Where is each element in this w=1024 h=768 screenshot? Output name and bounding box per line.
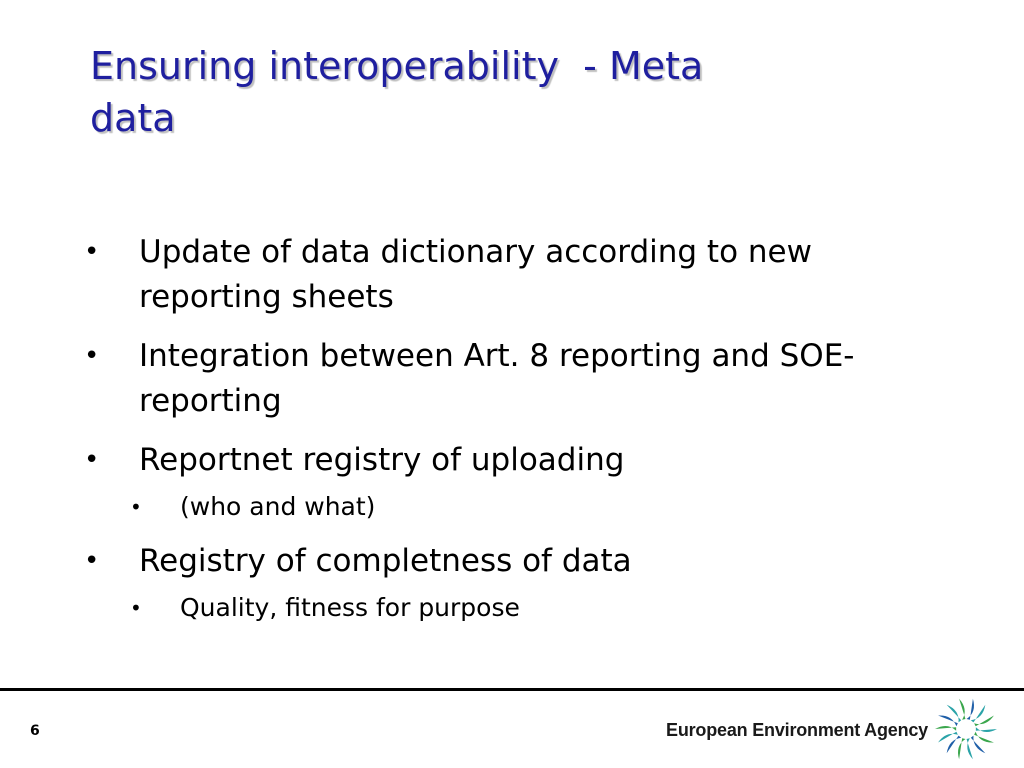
logo-ray	[935, 726, 956, 731]
bullet-icon: •	[130, 596, 142, 620]
logo-ray	[938, 715, 958, 726]
bullet-item	[84, 539, 964, 584]
logo-ray	[976, 727, 997, 732]
bullet-icon: •	[84, 341, 100, 371]
bullet-icon: •	[84, 445, 100, 475]
logo-ray	[974, 732, 994, 743]
bullet-list	[84, 230, 964, 640]
bullet-icon: •	[84, 546, 100, 576]
footer-divider	[0, 688, 1024, 691]
organization-name: European Environment Agency	[666, 720, 928, 740]
logo-ray	[967, 699, 974, 720]
eea-logo-icon	[932, 695, 1000, 763]
logo-ray	[967, 738, 973, 759]
bullet-item	[84, 230, 964, 320]
bullet-item	[84, 438, 964, 483]
bullet-item	[84, 334, 964, 424]
logo-ray	[958, 738, 965, 759]
page-number: 6	[30, 723, 40, 739]
sub-bullet-item	[84, 590, 964, 626]
bullet-icon: •	[84, 237, 100, 267]
bullet-text: Integration between Art. 8 reporting and SOE-reporting	[139, 338, 855, 419]
bullet-text: Registry of completness of data	[139, 543, 632, 579]
bullet-text: Update of data dictionary according to new reporting sheets	[139, 234, 812, 315]
bullet-icon: •	[130, 495, 142, 519]
sub-bullet-text: Quality, fitness for purpose	[180, 593, 520, 622]
sub-bullet-text: (who and what)	[180, 492, 376, 521]
slide-title: Ensuring interoperability - Meta data	[90, 44, 704, 140]
bullet-text: Reportnet registry of uploading	[139, 442, 625, 478]
logo-ray	[959, 699, 965, 720]
sub-bullet-item	[84, 489, 964, 525]
